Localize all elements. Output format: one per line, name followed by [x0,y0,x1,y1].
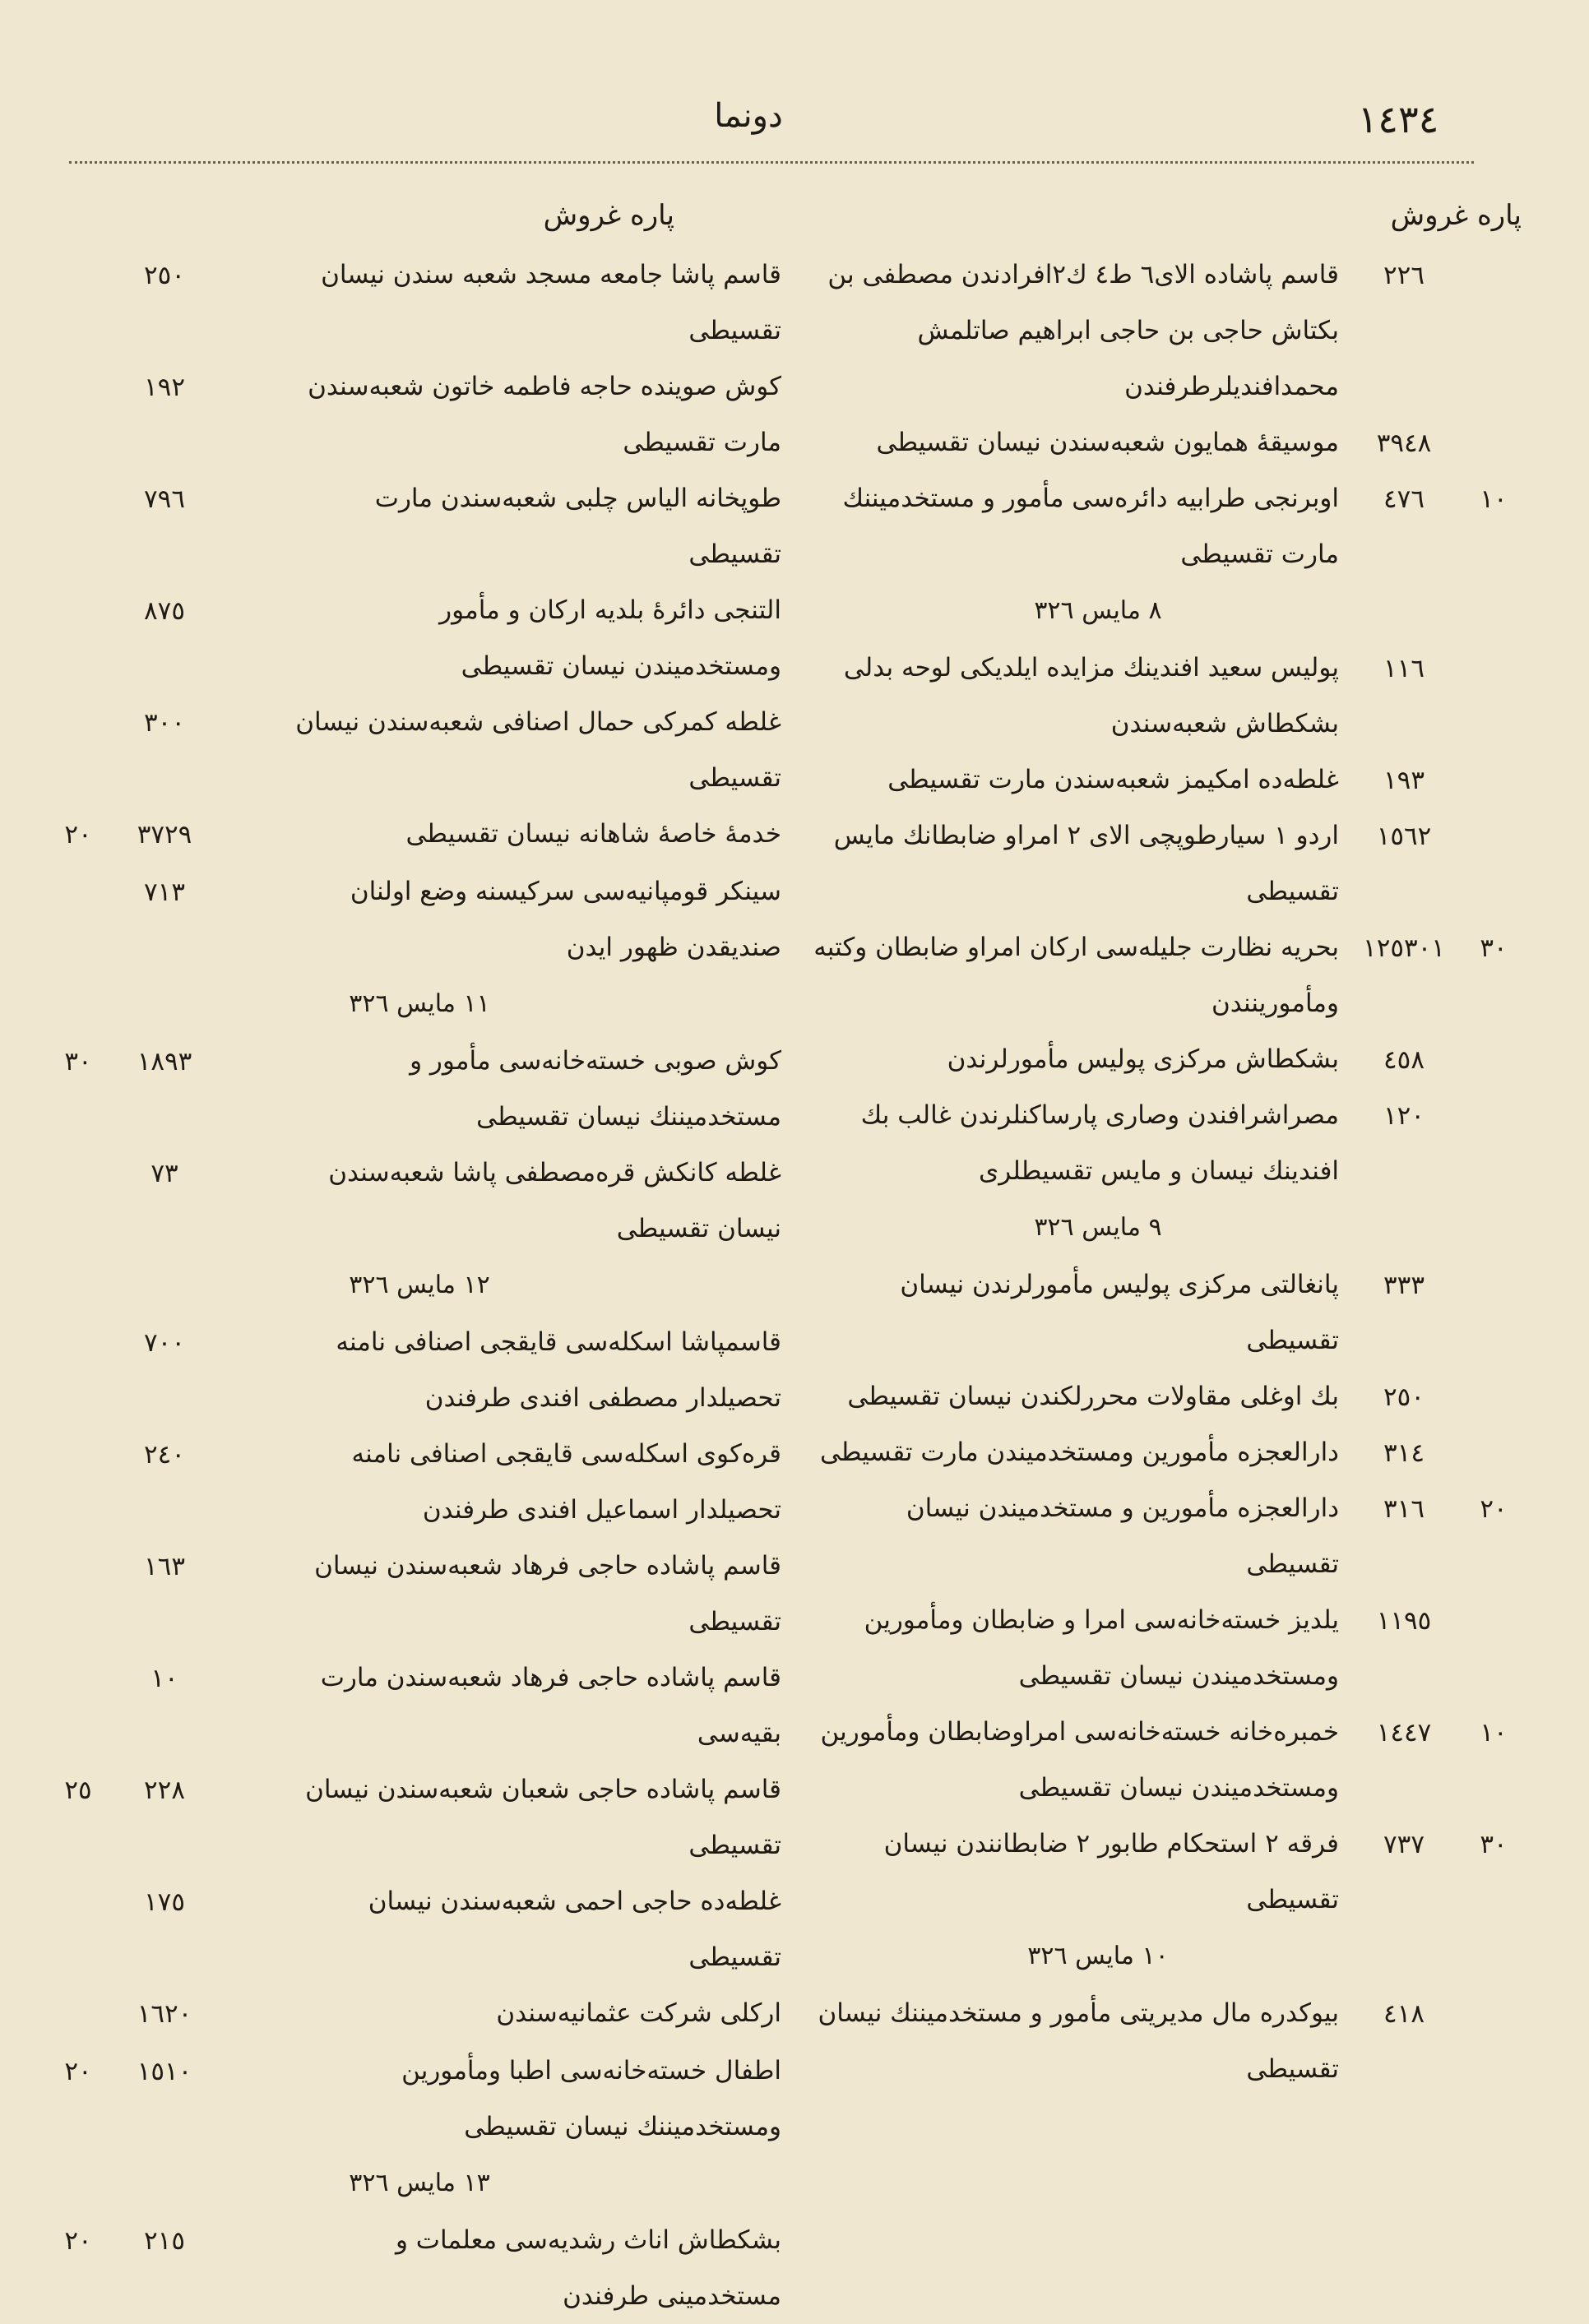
ghurush-amount: ١٦٢٠ [137,1999,192,2029]
entry-description: اوبرنجی طرابیه دائره‌سی مأمور و مستخدمیننك مارت تقسیطی [842,484,1339,569]
ghurush-amount: ٤٥٨ [1383,1045,1425,1075]
ledger-entry [66,1985,781,2043]
right-column [806,187,1522,2097]
para-amount: ١٠ [1480,484,1508,514]
para-amount: ٢٠ [64,2057,92,2086]
entry-description: کوش صوبی خسته‌خانه‌سی مأمور و مستخدمیننك نیسان تقسیطی [410,1046,781,1132]
ledger-entry [66,694,781,806]
entry-description: بیوکدره مال مدیریتی مأمور و مستخدمیننك نیسان تقسیطی [818,1998,1339,2084]
entry-description: اردو ١ سیارطوپچی الای ٢ امراو ضابطانك مایس تقسیطی [833,821,1339,906]
ghurush-amount: ١٤٤٧ [1376,1718,1432,1748]
para-amount: ٣٠ [1480,933,1508,963]
ghurush-amount: ٧١٣ [144,877,185,907]
ledger-entry [66,582,781,694]
entry-description: بشکطاش مرکزی پولیس مأمورلرندن [947,1044,1339,1074]
entry-description: دارالعجزه مأمورین ومستخدمیندن مارت تقسیطی [819,1437,1339,1467]
para-amount: ١٠ [1480,1718,1508,1748]
ghurush-amount: ١٨٩٣ [137,1047,192,1076]
entry-description: دارالعجزه مأمورین و مستخدمیندن نیسان تقسیطی [906,1493,1339,1579]
para-amount: ٢٥ [64,1775,92,1805]
ghurush-amount: ٢٥٠ [144,261,185,290]
entry-description: التنجی دائرهٔ بلدیه ارکان و مأمور ومستخدمیندن نیسان تقسیطی [439,595,781,681]
entry-description: مصراشرافندن وصاری پارساکنلرندن غالب بك افندینك نیسان و مایس تقسیطلری [860,1100,1339,1186]
ghurush-amount: ٣٧٢٩ [137,820,192,850]
ledger-entry [806,1985,1522,2097]
ledger-entry [66,247,781,359]
ledger-entry [806,1592,1522,1704]
entry-description: اطفال خسته‌خانه‌سی اطبا ومأمورین ومستخدمیننك نیسان تقسیطی [401,2056,781,2141]
ledger-entry [806,1424,1522,1480]
ledger-entry [806,1480,1522,1592]
ghurush-amount: ٣٣٣ [1383,1271,1425,1300]
ghurush-amount: ٤٧٦ [1383,484,1425,514]
ghurush-amount: ٣٠٠ [144,708,185,738]
ghurush-amount: ٣١٦ [1383,1494,1425,1524]
ghurush-amount: ٢٢٨ [144,1775,185,1805]
left-column-header-label: پاره غروش [543,199,674,232]
entry-description: قاسمپاشا اسکله‌سی قایقجی اصنافی نامنه تحصیلدار مصطفی افندی طرفندن [336,1327,781,1413]
entry-description: قاسم پاشاده الای٦ ط٤ ك٢افرادندن مصطفی بن بکتاش حاجی بن حاجی ابراهیم صاتلمش محمدافندیلرطرفندن [827,260,1339,401]
ledger-entry [806,919,1522,1031]
ledger-entry [806,1368,1522,1424]
ledger-entry [806,1704,1522,1816]
ledger-entry [806,808,1522,919]
ghurush-amount: ١٧٥ [144,1887,185,1917]
entry-description: یلدیز خسته‌خانه‌سی امرا و ضابطان ومأمورین ومستخدمیندن نیسان تقسیطی [864,1605,1339,1691]
entry-description: قاسم پاشاده حاجی فرهاد شعبه‌سندن مارت بقیه‌سی [320,1663,781,1748]
entry-description: قاسم پاشاده حاجی شعبان شعبه‌سندن نیسان تقسیطی [305,1775,781,1860]
date-line: ١٠ مایس ٣٢٦ [1027,1942,1169,1970]
ledger-entry [66,1033,781,1145]
entry-description: پانغالتی مرکزی پولیس مأمورلرندن نیسان تقسیطی [900,1270,1339,1355]
right-column-header [806,187,1522,247]
para-amount: ٢٠ [64,2226,92,2256]
entry-description: قاسم پاشاده حاجی فرهاد شعبه‌سندن نیسان تقسیطی [314,1551,781,1637]
left-column-header [66,187,781,247]
ghurush-amount: ٣٩٤٨ [1376,428,1432,458]
ghurush-amount: ٣١٤ [1383,1438,1425,1468]
ledger-entry [66,1538,781,1650]
ledger-entry [66,1314,781,1426]
entry-description: طوپخانه الیاس چلبی شعبه‌سندن مارت تقسیطی [374,484,781,569]
page-number: ١٤٣٤ [1357,97,1439,141]
entry-description: بحریه نظارت جلیله‌سی ارکان امراو ضابطان وکتبه ومأمورینندن [813,933,1339,1018]
ghurush-amount: ٧٩٦ [144,484,185,514]
para-amount: ٢٠ [1480,1494,1508,1524]
ledger-entry [66,1145,781,1257]
entry-description: پولیس سعید افندینك مزایده ایلدیکی لوحه بدلی بشکطاش شعبه‌سندن [843,653,1339,738]
ghurush-amount: ٧٠٠ [144,1328,185,1358]
para-amount: ٣٠ [64,1047,92,1076]
ledger-entry [806,1816,1522,1928]
entry-description: کوش صوینده حاجه فاطمه خاتون شعبه‌سندن مارت تقسیطی [308,372,781,457]
ghurush-amount: ١٢٥٣٠١ [1363,933,1445,963]
entry-description: غلطه‌ده حاجی احمی شعبه‌سندن نیسان تقسیطی [368,1887,781,1972]
ghurush-amount: ٢١٥ [144,2226,185,2256]
ghurush-amount: ١٥١٠ [137,2057,192,2086]
ghurush-amount: ٧٣٧ [1383,1830,1425,1859]
ledger-entry [806,1087,1522,1199]
header-divider [69,161,1474,164]
ghurush-amount: ١٢٠ [1383,1101,1425,1131]
ledger-entry [66,863,781,975]
ghurush-amount: ١١٦ [1383,654,1425,683]
ghurush-amount: ٤١٨ [1383,1999,1425,2029]
ledger-entry [66,1426,781,1538]
entry-description: سینکر قومپانیه‌سی سرکیسنه وضع اولنان صندیقدن ظهور ایدن [350,877,781,962]
ledger-entry [806,640,1522,752]
ledger-entry [66,1762,781,1873]
ledger-entry [66,2212,781,2324]
ghurush-amount: ١٥٦٢ [1376,822,1432,851]
right-column-header-label: پاره غروش [1390,199,1522,232]
ledger-entry [806,1031,1522,1087]
entry-description: غلطه کانکش قره‌مصطفی پاشا شعبه‌سندن نیسان تقسیطی [328,1158,781,1243]
ghurush-amount: ٨٧٥ [144,596,185,626]
ghurush-amount: ٧٣ [151,1159,178,1188]
ledger-entry [806,247,1522,414]
date-line: ٩ مایس ٣٢٦ [1034,1213,1162,1242]
ghurush-amount: ١٠ [151,1664,178,1693]
right-entries [806,247,1522,2097]
date-line: ١١ مایس ٣٢٦ [349,989,490,1018]
para-amount: ٢٠ [64,820,92,850]
ledger-entry [806,1257,1522,1368]
ledger-entry [66,1873,781,1985]
ghurush-amount: ٢٤٠ [144,1440,185,1470]
ledger-entry [66,1650,781,1762]
entry-description: ارکلی شرکت عثمانیه‌سندن [496,1998,781,2028]
date-line: ١٣ مایس ٣٢٦ [349,2169,490,2197]
ghurush-amount: ١١٩٥ [1376,1606,1432,1636]
left-column [66,187,781,2324]
ghurush-amount: ٢٥٠ [1383,1382,1425,1412]
date-line: ٨ مایس ٣٢٦ [1034,596,1162,625]
ledger-entry [806,470,1522,582]
entry-description: قره‌کوی اسکله‌سی قایقجی اصنافی نامنه تحصیلدار اسماعیل افندی طرفندن [351,1439,781,1525]
entry-description: موسیقهٔ همایون شعبه‌سندن نیسان تقسیطی [876,428,1339,457]
running-title: دونما [714,97,783,135]
entry-description: غلطه‌ده امکیمز شعبه‌سندن مارت تقسیطی [887,765,1339,794]
ghurush-amount: ١٩٣ [1383,766,1425,795]
ledger-entry [66,359,781,470]
ghurush-amount: ١٩٢ [144,373,185,402]
ledger-entry [66,2043,781,2155]
entry-description: قاسم پاشا جامعه مسجد شعبه سندن نیسان تقسیطی [321,260,781,345]
ledger-entry [66,806,781,863]
left-entries [66,247,781,2324]
entry-description: خدمهٔ خاصهٔ شاهانه نیسان تقسیطی [405,819,781,849]
entry-description: بك اوغلی مقاولات محررلکندن نیسان تقسیطی [847,1382,1339,1411]
ghurush-amount: ٢٢٦ [1383,261,1425,290]
entry-description: خمبره‌خانه خسته‌خانه‌سی امراوضابطان ومأمورین ومستخدمیندن نیسان تقسیطی [820,1717,1339,1803]
entry-description: فرقه ٢ استحکام طابور ٢ ضابطانندن نیسان تقسیطی [883,1829,1339,1914]
ledger-entry [806,414,1522,470]
ledger-entry [66,470,781,582]
date-line: ١٢ مایس ٣٢٦ [349,1271,490,1299]
entry-description: غلطه کمرکی حمال اصنافی شعبه‌سندن نیسان تقسیطی [295,707,781,793]
para-amount: ٣٠ [1480,1830,1508,1859]
entry-description: بشکطاش اناث رشدیه‌سی معلمات و مستخدمینی طرفندن [395,2225,781,2311]
ghurush-amount: ١٦٣ [144,1552,185,1581]
ledger-entry [806,752,1522,808]
